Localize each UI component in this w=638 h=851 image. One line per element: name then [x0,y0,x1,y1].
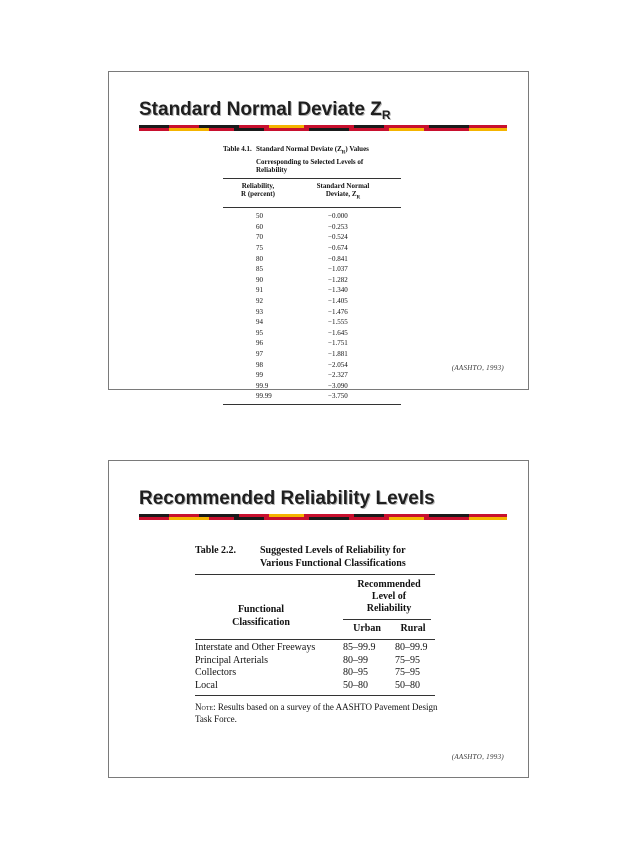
rural-cell: 75–95 [395,667,420,678]
reliability-levels-table [195,544,438,725]
zr-cell: −0.674 [328,244,348,253]
rural-cell: 75–95 [395,654,420,666]
reliability-cell: 97 [256,350,263,358]
table-row [223,328,401,339]
table-row [223,349,401,360]
table-row [223,360,401,371]
reliability-zr-table [223,145,401,405]
table-row [223,307,401,318]
reliability-cell: 85 [256,265,263,274]
zr-cell: −1.282 [328,275,348,284]
table-row [223,338,401,349]
source-citation: (AASHTO, 1993) [451,753,504,761]
reliability-cell: 80 [256,254,263,263]
slide-title: Recommended Reliability Levels [139,488,435,509]
table-row [223,391,401,402]
table-row [223,381,401,392]
slide-standard-normal-deviate [108,71,529,401]
zr-cell: −1.405 [328,297,348,306]
zr-cell: −3.090 [328,381,348,390]
zr-cell: −0.524 [328,233,348,242]
zr-cell: −0.253 [328,222,348,231]
classification-cell: Interstate and Other Freeways [195,642,316,653]
slide-recommended-reliability [108,460,529,778]
zr-cell: −0.841 [328,254,348,263]
maryland-flag-bar [139,514,507,520]
reliability-cell: 96 [256,339,263,348]
reliability-cell: 75 [256,244,263,253]
table-row [223,254,401,265]
urban-cell: 80–95 [343,667,368,678]
slide-title: Standard Normal Deviate $Z_R$ [139,99,391,122]
maryland-flag-bar [139,125,507,131]
reliability-cell: 92 [256,297,263,306]
classification-cell: Principal Arterials [195,654,269,666]
zr-cell: −1.881 [328,350,348,358]
table-body [223,208,401,404]
table-row [223,243,401,254]
table-row [223,211,401,222]
zr-cell: −1.555 [328,318,348,327]
table-row [223,370,401,381]
zr-cell: −1.645 [328,328,348,337]
zr-cell: −1.751 [328,339,348,348]
reliability-cell: 99 [256,371,263,380]
reliability-cell: 99.99 [256,392,272,401]
zr-cell: −0.000 [328,212,348,221]
table-header: Reliability, R (percent) Standard Normal Deviate, $Z_R$ [241,181,370,201]
table-row [223,275,401,286]
table-caption: Table 2.2. Suggested Levels of Reliability for Various Functional Classifications [195,545,406,569]
table-row [195,655,435,668]
table-row [195,642,435,655]
zr-cell: −2.327 [328,371,348,380]
table-row [223,264,401,275]
urban-cell: 50–80 [343,679,368,691]
table-row [223,296,401,307]
reliability-cell: 90 [256,275,263,284]
table-row [223,317,401,328]
reliability-cell: 60 [256,222,263,231]
rural-cell: 50–80 [395,679,420,691]
reliability-cell: 99.9 [256,381,269,390]
urban-cell: 85–99.9 [343,642,376,653]
reliability-cell: 91 [256,286,263,295]
table-note: Note: Results based on a survey of the AASHTO Pavement Design Task Force. [195,702,438,724]
zr-cell: −2.054 [328,360,348,369]
reliability-cell: 70 [256,233,263,242]
reliability-cell: 98 [256,360,263,369]
table-caption: Table 4.1. Standard Normal Deviate $(Z_R)$ Values Corresponding to Selected Levels of Reliability [223,145,369,175]
reliability-cell: 94 [256,318,263,327]
zr-cell: −1.476 [328,307,348,316]
table-rule [223,404,401,405]
table-row [195,680,435,693]
table-rule [195,695,435,696]
table-row [195,667,435,680]
rural-cell: 80–99.9 [395,642,428,653]
table-header: Recommended Level of Reliability Functional Classification Urban Rural [195,575,435,639]
classification-cell: Local [195,679,218,691]
zr-cell: −1.340 [328,286,348,295]
reliability-cell: 50 [256,212,263,221]
table-row [223,222,401,233]
reliability-cell: 93 [256,307,263,316]
zr-cell: −1.037 [328,265,348,274]
source-citation: (AASHTO, 1993) [451,364,504,372]
table-row [223,285,401,296]
reliability-cell: 95 [256,328,263,337]
zr-cell: −3.750 [328,392,348,401]
table-row [223,232,401,243]
urban-cell: 80–99 [343,654,368,666]
classification-cell: Collectors [195,667,237,678]
table-body [195,640,435,695]
